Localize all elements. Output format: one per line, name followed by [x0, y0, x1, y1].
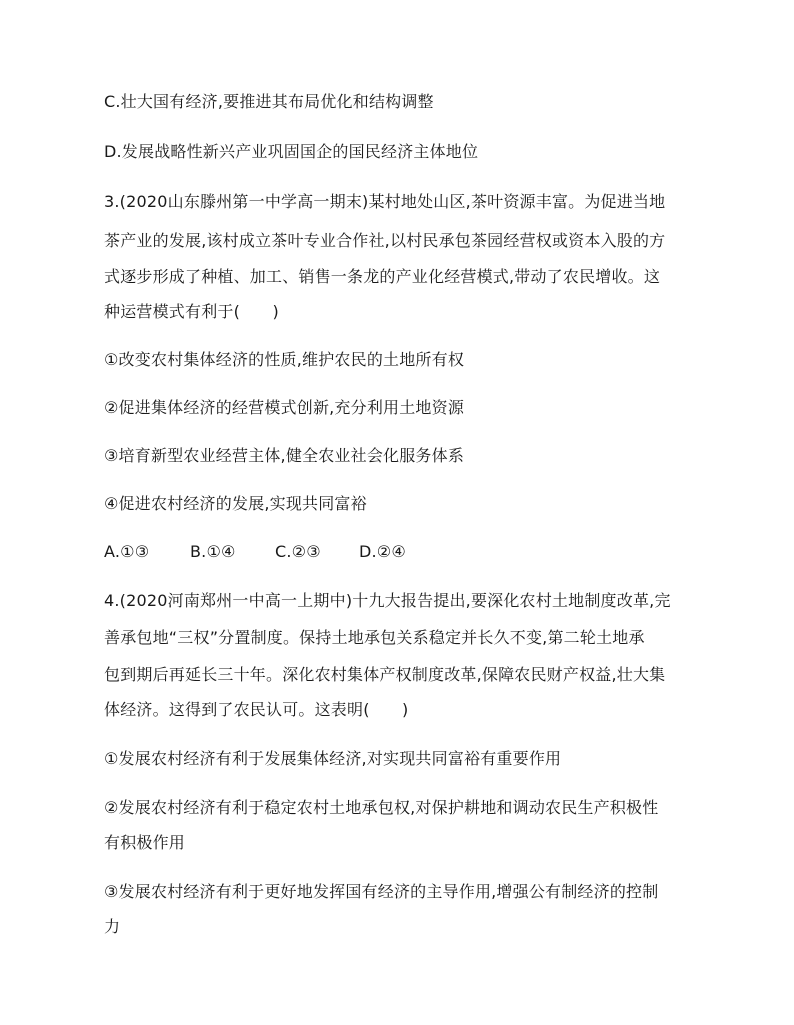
- q4-statement-2-line: ②发展农村经济有利于稳定农村土地承包权,对保护耕地和调动农民生产积极性: [104, 798, 659, 817]
- q3-option-b: B.①④: [190, 542, 236, 561]
- q2-option-c: C.壮大国有经济,要推进其布局优化和结构调整: [104, 92, 434, 111]
- q3-options: [104, 542, 406, 562]
- q4-statement-2-line: 有积极作用: [104, 833, 186, 852]
- q3-statement: ④促进农村经济的发展,实现共同富裕: [104, 494, 367, 513]
- q4-statement-3-line: 力: [104, 917, 121, 936]
- q3-stem-line: 茶产业的发展,该村成立茶叶专业合作社,以村民承包茶园经营权或资本入股的方: [104, 231, 666, 250]
- q3-stem-line: 种运营模式有利于( ): [104, 302, 279, 321]
- q4-stem-line: 善承包地“三权”分置制度。保持土地承包关系稳定并长久不变,第二轮土地承: [104, 628, 645, 647]
- q3-stem-line: 式逐步形成了种植、加工、销售一条龙的产业化经营模式,带动了农民增收。这: [104, 267, 661, 286]
- q4-stem-line: 4.(2020河南郑州一中高一上期中)十九大报告提出,要深化农村土地制度改革,完: [104, 591, 671, 610]
- q3-option-c: C.②③: [275, 542, 321, 561]
- q3-stem-line: 3.(2020山东滕州第一中学高一期末)某村地处山区,茶叶资源丰富。为促进当地: [104, 192, 666, 211]
- q4-stem-line: 体经济。这得到了农民认可。这表明( ): [104, 700, 409, 719]
- q4-stem-line: 包到期后再延长三十年。深化农村集体产权制度改革,保障农民财产权益,壮大集: [104, 665, 666, 684]
- q4-statement-3-line: ③发展农村经济有利于更好地发挥国有经济的主导作用,增强公有制经济的控制: [104, 882, 659, 901]
- q3-statement: ②促进集体经济的经营模式创新,充分利用土地资源: [104, 398, 465, 417]
- q3-option-d: D.②④: [359, 542, 406, 561]
- q2-option-d: D.发展战略性新兴产业巩固国企的国民经济主体地位: [104, 142, 479, 161]
- q3-statement: ①改变农村集体经济的性质,维护农民的土地所有权: [104, 350, 465, 369]
- q3-option-a: A.①③: [104, 542, 150, 561]
- q4-statement-1: ①发展农村经济有利于发展集体经济,对实现共同富裕有重要作用: [104, 749, 562, 768]
- q3-statement: ③培育新型农业经营主体,健全农业社会化服务体系: [104, 446, 465, 465]
